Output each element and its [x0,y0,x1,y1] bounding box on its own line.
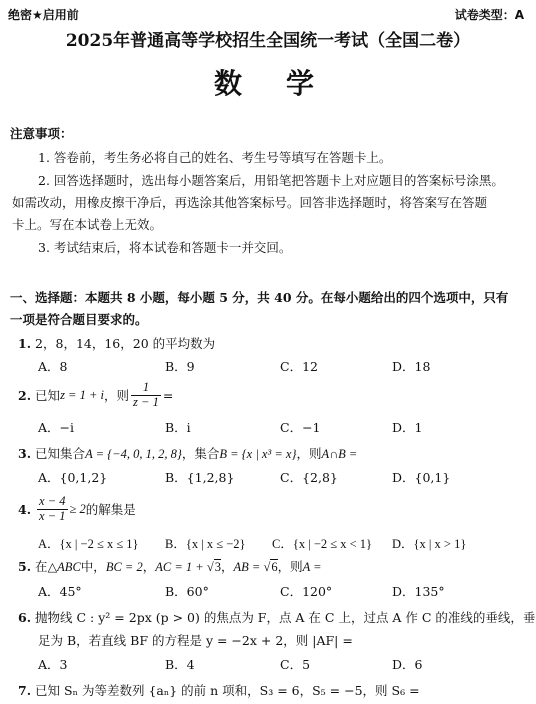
q4-fraction [37,495,67,522]
q5-ac: AC = 1 + √3 [155,560,221,574]
q2-option-b: B．i [165,420,191,435]
q1-option-d: D．18 [392,359,431,374]
q5-option-a: A．45° [38,584,82,599]
q2-pre: 已知 [35,388,61,403]
q6-option-a: A．3 [38,657,68,672]
q5-option-d: D．135° [392,584,445,599]
q4-option-c: C．{x | −2 ≤ x < 1} [272,537,373,551]
section-1-instructions-line-2: 一项是符合题目要求的。 [10,312,148,327]
q1-option-b: B．9 [165,359,195,374]
note-2-line-2: 如需改动，用橡皮擦干净后，再选涂其他答案标号。回答非选择题时，将答案写在答题 [12,195,488,210]
q3-option-d: D．{0,1} [392,470,451,485]
q6-option-c: C．5 [280,657,311,672]
q5-answer-expression: A = [302,560,322,574]
q2-equals: = [162,387,174,403]
q5-ab-radicand: 6 [271,560,278,574]
q3-option-b: B．{1,2,8} [165,470,235,485]
note-2-line-1: 2. 回答选择题时，选出每小题答案后，用铅笔把答题卡上对应题目的答案标号涂黑。 [38,173,504,188]
q5-ab: AB = √6 [233,560,278,574]
q6-stem-line-2: 足为 B，若直线 BF 的方程是 y = −2x + 2，则 |AF| = [38,633,353,648]
note-1: 1. 答卷前，考生务必将自己的姓名、考生号等填写在答题卡上。 [38,150,392,165]
q2-fraction-denominator: z − 1 [133,394,159,409]
q5-triangle: △ABC [47,560,81,574]
question-3 [18,444,357,462]
q1-option-a: A．8 [38,359,68,374]
q4-inequality: ≥ 2 [69,501,86,516]
q5-mid-1: 中， [80,559,106,574]
question-number: 6. [18,610,32,625]
q2-mid: ，则 [104,388,130,403]
question-5 [18,557,322,575]
question-stem: 2，8，14，16，20 的平均数为 [35,336,216,351]
q3-option-a: A．{0,1,2} [38,470,108,485]
notes-heading: 注意事项： [10,126,73,141]
q5-option-c: C．120° [280,584,333,599]
q2-option-a: A．−i [38,420,74,435]
q3-answer-expression: A∩B = [321,447,358,461]
question-number: 1. [18,336,32,351]
note-2-line-3: 卡上。写在本试卷上无效。 [12,217,163,232]
paper-type-label: 试卷类型：A [454,8,524,22]
question-2 [18,378,173,412]
question-number: 3. [18,446,32,461]
q4-fraction-numerator: x − 4 [39,494,66,509]
question-number: 5. [18,559,32,574]
q5-comma-2: ， [220,559,234,574]
q5-bc: BC = 2 [105,560,143,574]
q3-mid-1: ，集合 [181,446,220,461]
confidential-label: 绝密★启用前 [8,8,79,22]
q3-option-c: C．{2,8} [280,470,338,485]
exam-title: 2025年普通高等学校招生全国统一考试（全国二卷） [65,31,471,51]
q5-comma-1: ， [142,559,156,574]
question-7 [18,681,420,699]
q2-z-definition: z = 1 + i [60,387,105,402]
q3-pre: 已知集合 [35,446,86,461]
q7-stem: 已知 Sₙ 为等差数列 {aₙ} 的前 n 项和，S₃ = 6，S₅ = −5，则 S₆ = [35,683,420,698]
q2-fraction [131,381,161,408]
question-number: 2. [18,387,32,403]
question-1 [18,334,215,352]
q3-set-a: A = {−4, 0, 1, 2, 8} [85,447,182,461]
q5-mid-2: ，则 [277,559,303,574]
question-number: 4. [18,501,32,517]
q6-option-d: D．6 [392,657,423,672]
q1-option-c: C．12 [280,359,318,374]
q4-option-a: A．{x | −2 ≤ x ≤ 1} [38,537,139,551]
subject-title: 数 学 [213,67,322,100]
q3-set-b: B = {x | x³ = x} [219,447,297,461]
q4-option-b: B．{x | x ≤ −2} [165,537,246,551]
q5-ac-prefix: AC = 1 + [155,560,207,574]
q2-option-d: D．1 [392,420,423,435]
q5-ab-prefix: AB = [233,560,264,574]
q5-option-b: B．60° [165,584,209,599]
section-1-instructions-line-1: 一、选择题：本题共 8 小题，每小题 5 分，共 40 分。在每小题给出的四个选项中，只有 [10,290,509,305]
question-6 [18,608,535,626]
q3-mid-2: ，则 [296,446,322,461]
q2-fraction-numerator: 1 [131,381,161,395]
note-3: 3. 考试结束后，将本试卷和答题卡一并交回。 [38,240,292,255]
q6-option-b: B．4 [165,657,195,672]
q5-pre: 在 [35,559,48,574]
q4-fraction-denominator: x − 1 [39,508,66,523]
q4-option-d: D．{x | x > 1} [392,537,467,551]
question-4 [18,492,136,526]
question-number: 7. [18,683,32,698]
q4-tail: 的解集是 [85,502,136,517]
q5-ac-radicand: 3 [214,560,221,574]
q6-stem-line-1: 抛物线 C : y² = 2px (p > 0) 的焦点为 F，点 A 在 C 上，过点 A 作 C 的准线的垂线，垂 [35,610,536,625]
q2-option-c: C．−1 [280,420,321,435]
